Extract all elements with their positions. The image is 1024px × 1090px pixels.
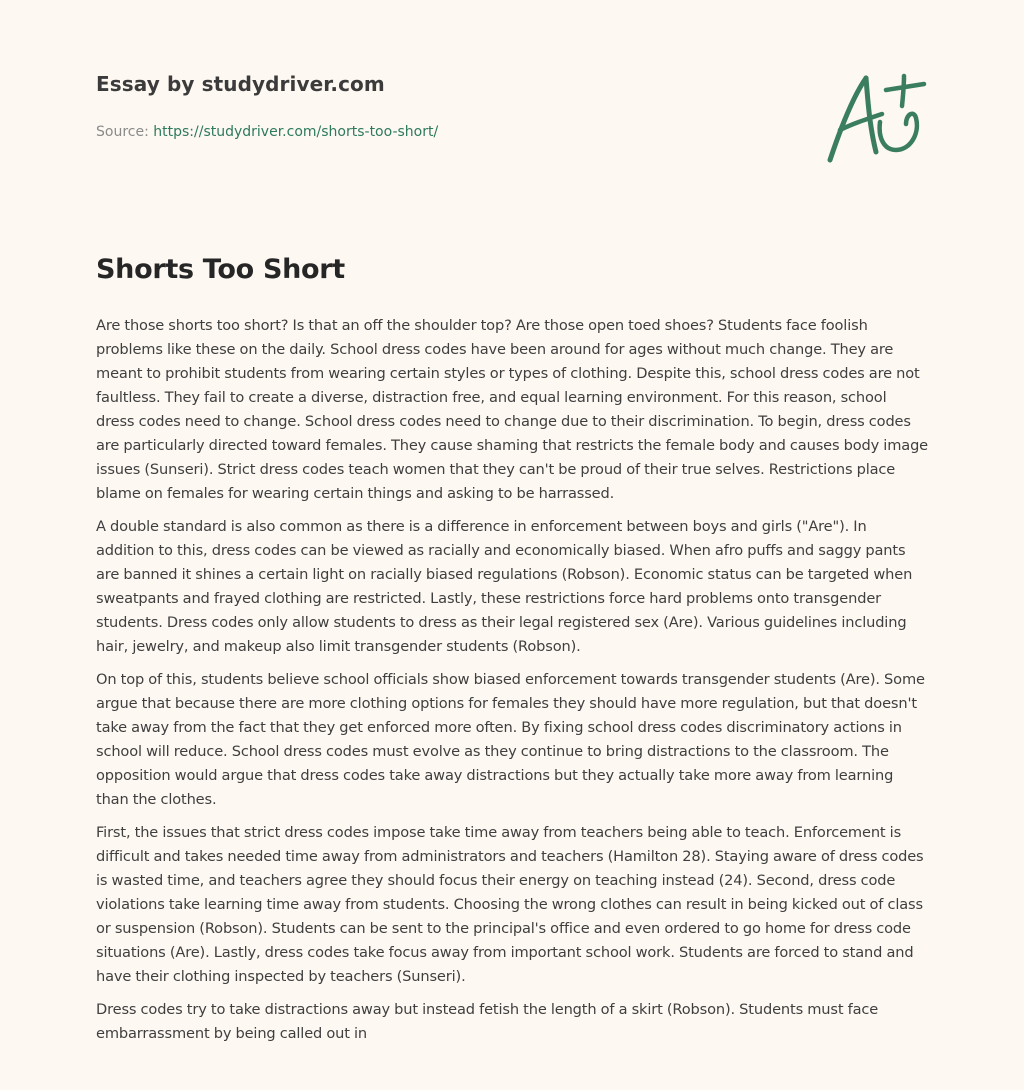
source-line <box>96 124 438 140</box>
source-label: Source: <box>96 124 149 140</box>
brand-title: Essay by studydriver.com <box>96 72 385 96</box>
essay-title: Shorts Too Short <box>96 254 345 285</box>
essay-paragraph: A double standard is also common as there is a difference in enforcement between boys and girls ("Are"). In addition to this, dress codes can be viewed as racially and economically biased. When afro puffs and saggy pants are banned it shines a certain light on racially biased regulations (Robson). Economic status can be targeted when sweatpants and frayed clothing are restricted. Lastly, these restrictions force hard problems onto transgender students. Dress codes only allow students to dress as their legal registered sex (Are). Various guidelines including hair, jewelry, and makeup also limit transgender students (Robson). <box>96 518 913 655</box>
essay-paragraph: First, the issues that strict dress codes impose take time away from teachers being able to teach. Enforcement is difficult and takes needed time away from administrators and teachers (Hamilton 28). Staying aware of dress codes is wasted time, and teachers agree they should focus their energy on teaching instead (24). Second, dress code violations take learning time away from students. Choosing the wrong clothes can result in being kicked out of class or suspension (Robson). Students can be sent to the principal's office and even ordered to go home for dress code situations (Are). Lastly, dress codes take focus away from important school work. Students are forced to stand and have their clothing inspected by teachers (Sunseri). <box>96 824 924 985</box>
essay-header <box>96 72 928 140</box>
essay-body <box>96 314 928 1055</box>
essay-paragraph: Dress codes try to take distractions away but instead fetish the length of a skirt (Robson). Students must face embarrassment by being called out in <box>96 1001 879 1042</box>
source-link[interactable]: https://studydriver.com/shorts-too-short/ <box>153 124 439 140</box>
essay-paragraph: On top of this, students believe school officials show biased enforcement towards transgender students (Are). Some argue that because there are more clothing options for females they should have more regulation, but that doesn't take away from the fact that they get enforced more often. By fixing school dress codes discriminatory actions in school will reduce. School dress codes must evolve as they continue to bring distractions to the classroom. The opposition would argue that dress codes take away distractions but they actually take more away from learning than the clothes. <box>96 671 925 808</box>
a-plus-grade-icon <box>820 68 930 168</box>
essay-paragraph: Are those shorts too short? Is that an off the shoulder top? Are those open toed shoes? Students face foolish problems like these on the daily. School dress codes have been around for ages without much change. They are meant to prohibit students from wearing certain styles or types of clothing. Despite this, school dress codes are not faultless. They fail to create a diverse, distraction free, and equal learning environment. For this reason, school dress codes need to change. School dress codes need to change due to their discrimination. To begin, dress codes are particularly directed toward females. They cause shaming that restricts the female body and causes body image issues (Sunseri). Strict dress codes teach women that they can't be proud of their true selves. Restrictions place blame on females for wearing certain things and asking to be harrassed. <box>96 317 929 502</box>
